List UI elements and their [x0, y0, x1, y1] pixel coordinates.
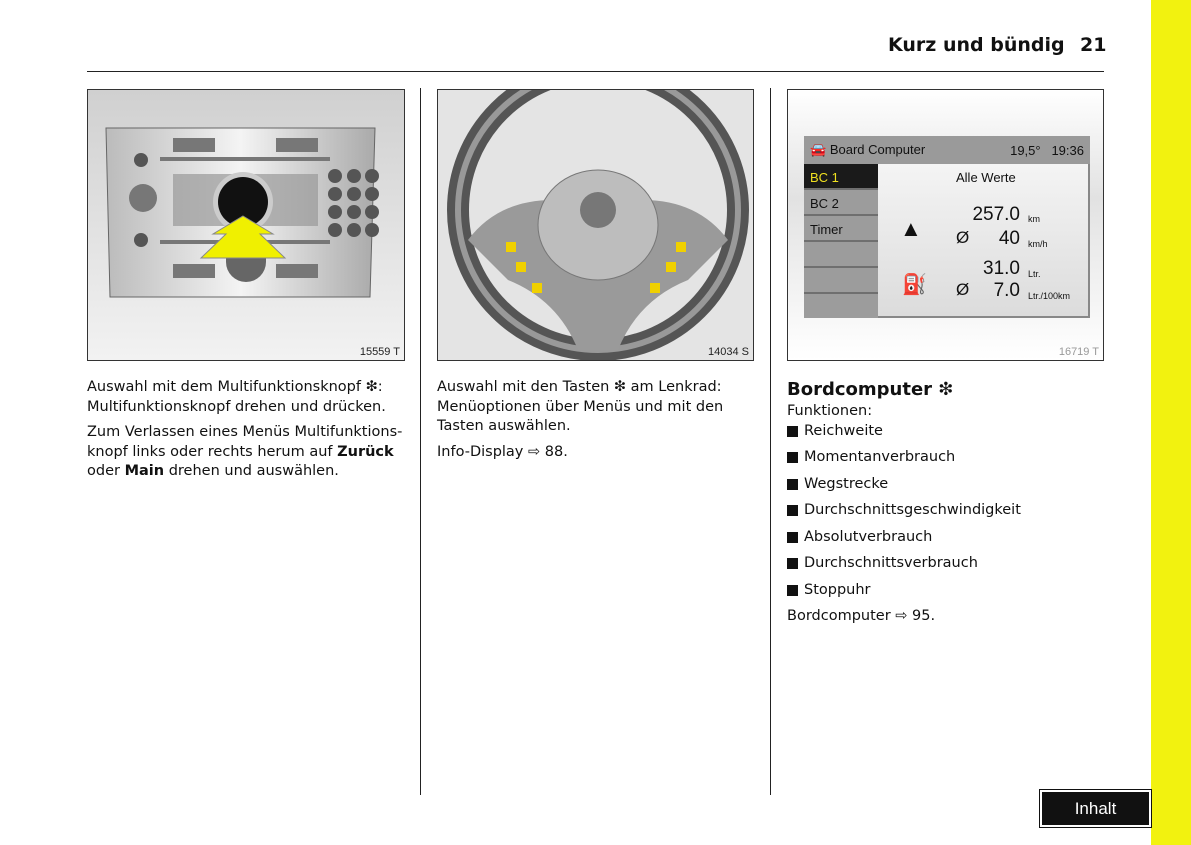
list-item: Durchschnittsgeschwindigkeit	[787, 501, 1117, 521]
steering-wheel-illustration	[438, 90, 754, 361]
list-item: Durchschnittsverbrauch	[787, 554, 1117, 574]
avg-symbol: Ø	[956, 280, 970, 299]
text: knopf links oder rechts herum auf	[87, 443, 338, 460]
header-rule	[87, 71, 1104, 72]
list-item: Stoppuhr	[787, 581, 1117, 601]
list-item: Wegstrecke	[787, 475, 1117, 495]
range-unit: km	[1028, 214, 1040, 224]
radio-illustration	[88, 90, 405, 361]
list-item: Absolutverbrauch	[787, 528, 1117, 548]
text: drehen und auswählen.	[164, 463, 339, 479]
clock: 19:36	[1051, 142, 1084, 158]
contents-button[interactable]: Inhalt	[1040, 790, 1151, 827]
column-1-text	[87, 378, 407, 488]
text: Auswahl mit dem Multifunktionsknopf ❇:	[87, 379, 383, 395]
tab-timer[interactable]: Timer	[804, 216, 878, 242]
text: Multifunktionsknopf drehen und drücken.	[87, 398, 386, 415]
figure-board-computer	[787, 89, 1104, 361]
column-3-text	[787, 378, 1117, 627]
range-value: 257.0	[972, 204, 1020, 225]
term-main: Main	[124, 463, 165, 479]
avg-symbol: Ø	[956, 228, 970, 247]
tab-bc1[interactable]: BC 1	[804, 164, 882, 190]
list-item: Reichweite	[787, 422, 1117, 442]
tab-bc2[interactable]: BC 2	[804, 190, 878, 216]
figure-radio-panel	[87, 89, 405, 361]
figure-number: 15559 T	[359, 346, 400, 358]
figure-number: 14034 S	[708, 346, 749, 358]
avg-speed-value: 40	[998, 228, 1020, 249]
text: Tasten auswählen.	[437, 418, 571, 434]
fuel-used-value: 31.0	[983, 258, 1020, 279]
text: Menüoptionen über Menüs und mit den	[437, 398, 724, 415]
display-heading: Alle Werte	[956, 170, 1016, 185]
column-divider	[770, 88, 771, 795]
avg-consumption-unit: Ltr./100km	[1028, 291, 1071, 301]
outside-temperature: 19,5°	[1010, 142, 1041, 158]
chapter-title: Kurz und bündig	[888, 34, 1065, 56]
section-heading: Bordcomputer ❇	[787, 379, 954, 400]
tab-empty	[804, 242, 878, 268]
bordcomputer-link[interactable]: Bordcomputer ⇨ 95.	[787, 608, 936, 624]
page-number: 21	[1080, 34, 1107, 56]
board-computer-display	[804, 136, 1090, 318]
text: Zum Verlassen eines Menüs Multifunktions-	[87, 424, 403, 440]
display-title: Board Computer	[829, 142, 926, 157]
car-icon: 🚘	[810, 142, 827, 157]
fuel-pump-icon: ⛽	[902, 274, 927, 296]
display-header	[804, 136, 1090, 164]
list-item: Momentanverbrauch	[787, 448, 1117, 468]
info-display-link[interactable]: Info-Display ⇨ 88.	[437, 443, 568, 460]
column-divider	[420, 88, 421, 795]
column-2-text	[437, 378, 757, 468]
text: Auswahl mit den Tasten ❇ am Lenkrad:	[437, 379, 722, 395]
fuel-used-unit: Ltr.	[1028, 269, 1041, 279]
chapter-tab-strip	[1151, 0, 1191, 845]
intro: Funktionen:	[787, 403, 873, 419]
term-zurueck: Zurück	[337, 443, 394, 460]
tab-empty	[804, 294, 878, 318]
avg-speed-unit: km/h	[1028, 239, 1048, 249]
road-icon: ▲	[900, 216, 922, 241]
figure-steering-wheel	[437, 89, 754, 361]
display-content	[878, 164, 1088, 316]
avg-consumption-value: 7.0	[993, 280, 1020, 301]
figure-number: 16719 T	[1058, 346, 1099, 358]
text: oder	[87, 463, 125, 479]
tab-empty	[804, 268, 878, 294]
